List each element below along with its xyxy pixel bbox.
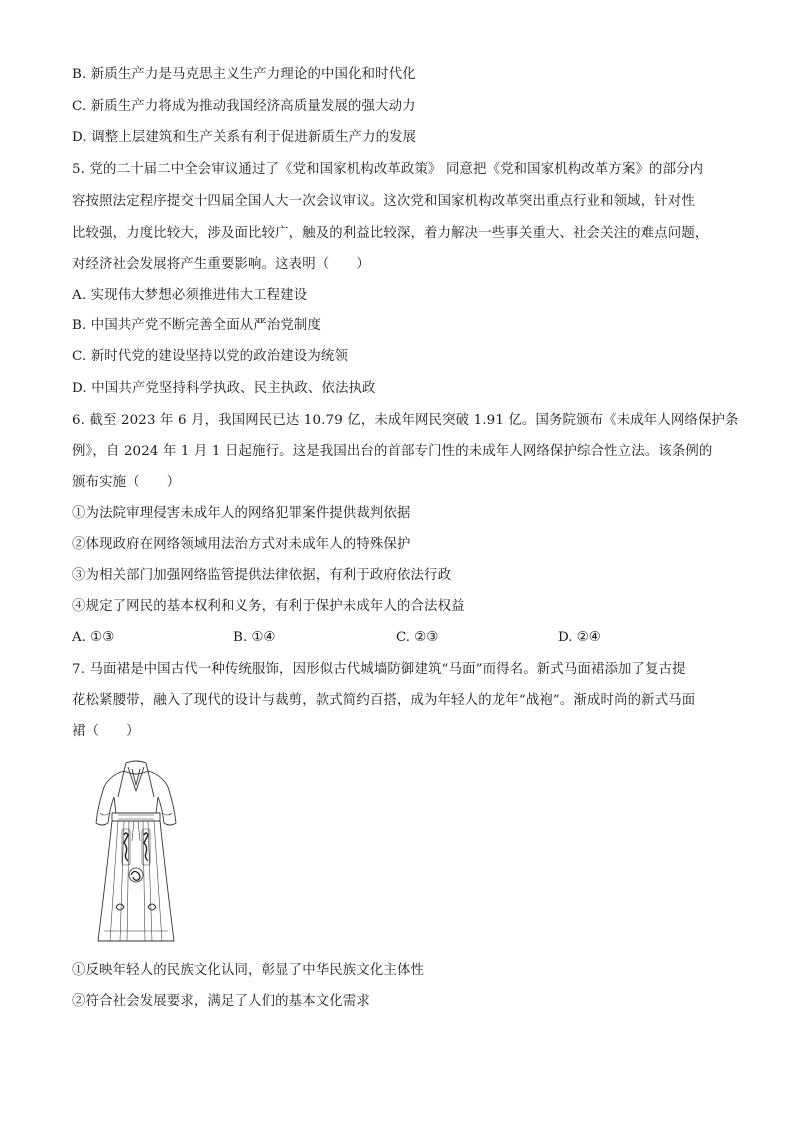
q5-stem-line: 对经济社会发展将产生重要影响。这表明（ ） <box>72 257 370 272</box>
q6-stem-line: 颁布实施（ ） <box>72 475 181 490</box>
q7-stem-line: 裙（ ） <box>72 724 140 739</box>
q7-stem-line: 7. 马面裙是中国古代一种传统服饰，因形似古代城墙防御建筑“马面”而得名。新式马面裙添加了复古提 <box>72 662 686 677</box>
mamian-skirt-illustration <box>88 757 184 947</box>
q5-option-b: B. 中国共产党不断完善全面从严治党制度 <box>72 318 321 333</box>
q5-stem-line: 比较强，力度比较大，涉及面比较广，触及的利益比较深，着力解决一些事关重大、社会关注的难点问题， <box>72 226 709 241</box>
q6-choice-c: C. ②③ <box>396 630 439 645</box>
q6-choice-b: B. ①④ <box>233 630 276 645</box>
q6-stem-line: 6. 截至 2023 年 6 月，我国网民已达 10.79 亿，未成年网民突破 1.91 亿。国务院颁布《未成年人网络保护条 <box>72 413 739 428</box>
q6-choice-a: A. ①③ <box>72 630 115 645</box>
q7-statement-1: ①反映年轻人的民族文化认同，彰显了中华民族文化主体性 <box>72 963 425 978</box>
q6-statement-3: ③为相关部门加强网络监管提供法律依据，有利于政府依法行政 <box>72 568 452 583</box>
q6-statement-4: ④规定了网民的基本权利和义务，有利于保护未成年人的合法权益 <box>72 599 465 614</box>
q6-statement-2: ②体现政府在网络领域用法治方式对未成年人的特殊保护 <box>72 537 411 552</box>
q5-option-d: D. 中国共产党坚持科学执政、民主执政、依法执政 <box>72 381 376 396</box>
q4-option-c: C. 新质生产力将成为推动我国经济高质量发展的强大动力 <box>72 99 416 114</box>
q7-stem-line: 花松紧腰带，融入了现代的设计与裁剪，款式简约百搭，成为年轻人的龙年“战袍”。渐成时尚的新式马面 <box>72 693 696 708</box>
q4-option-d: D. 调整上层建筑和生产关系有利于促进新质生产力的发展 <box>72 130 417 145</box>
q5-option-a: A. 实现伟大梦想必须推进伟大工程建设 <box>72 288 308 303</box>
q4-option-b: B. 新质生产力是马克思主义生产力理论的中国化和时代化 <box>72 67 416 82</box>
q5-stem-line: 5. 党的二十届二中全会审议通过了《党和国家机构改革政策》 同意把《党和国家机构改革方案》的部分内 <box>72 162 704 177</box>
q5-option-c: C. 新时代党的建设坚持以党的政治建设为统领 <box>72 349 349 364</box>
q6-choice-d: D. ②④ <box>558 630 601 645</box>
q7-statement-2: ②符合社会发展要求，满足了人们的基本文化需求 <box>72 994 370 1009</box>
q5-stem-line: 容按照法定程序提交十四届全国人大一次会议审议。这次党和国家机构改革突出重点行业和领域，针对性 <box>72 194 695 209</box>
q6-stem-line: 例》，自 2024 年 1 月 1 日起施行。这是我国出台的首部专门性的未成年人网络保护综合性立法。该条例的 <box>72 444 713 459</box>
q6-statement-1: ①为法院审理侵害未成年人的网络犯罪案件提供裁判依据 <box>72 506 411 521</box>
